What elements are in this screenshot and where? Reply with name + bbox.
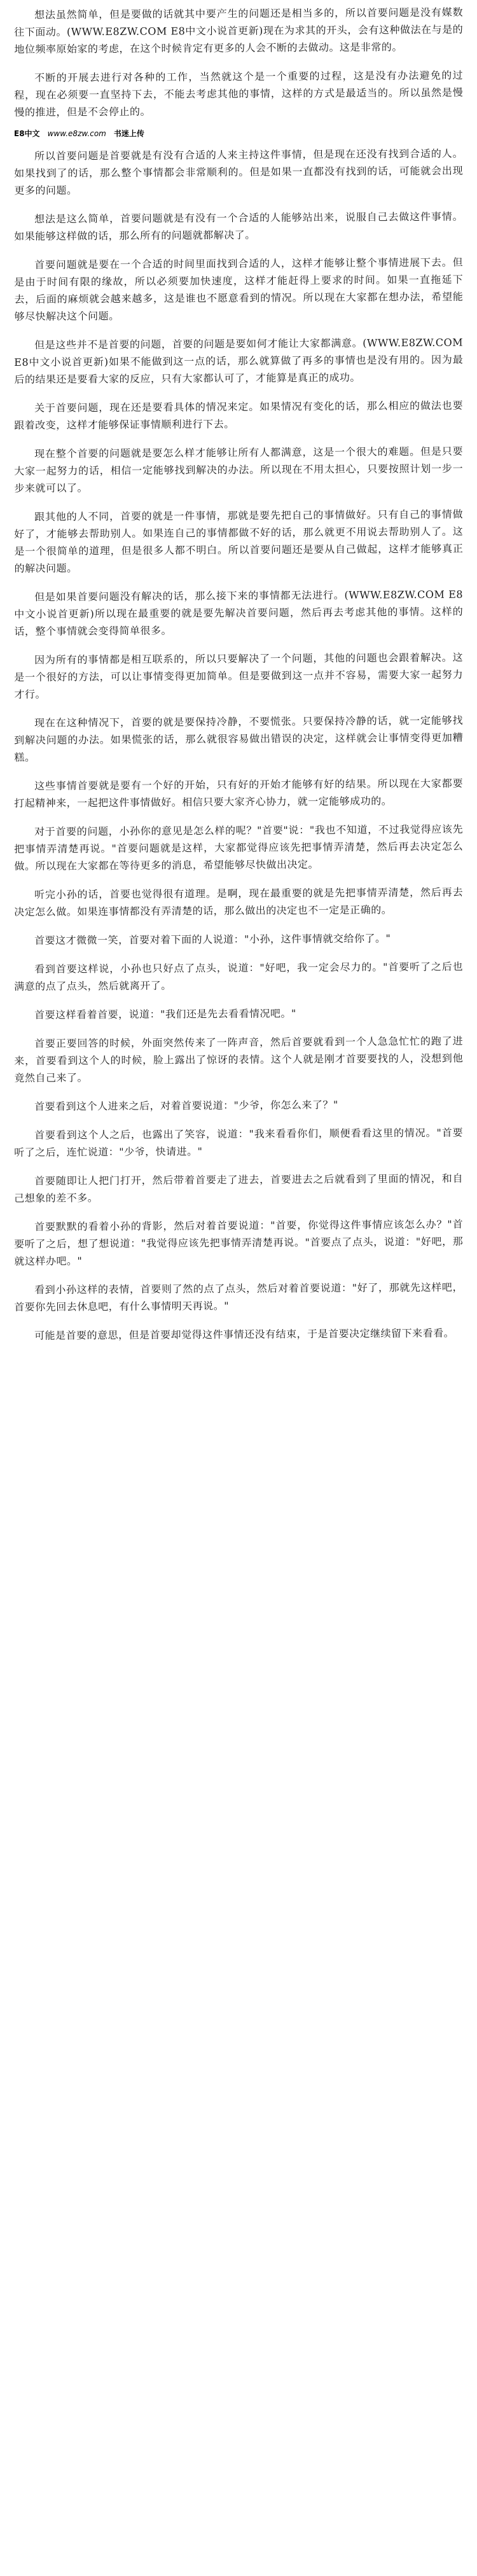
paragraph-20: 首要看到这个人进来之后，对着首要说道："少爷，你怎么来了？" [34,1098,338,1113]
paragraph-7: 关于首要问题，现在还是要看具体的情况来定。如果情况有变化的话，那么相应的做法也要跟着改变，这样才能够保证事情顺利进行下去。 [14,399,464,431]
paragraph-24: 看到小孙这样的表情，首要则了然的点了点头，然后对着首要说道："好了，那就先这样吧，首要你先回去休息吧，有什么事情明天再说。" [14,1281,464,1313]
paragraph-5: 首要问题就是要在一个合适的时间里面找到合适的人，这样才能够让整个事情进展下去。但是由于时间有限的缘故，所以必须要加快速度，这样才能赶得上要求的时间。如果一直拖延下去，后面的麻烦就会越来越多，这是谁也不愿意看到的情况。所以现在大家都在想办法，希望能够尽快解决这个问题。 [14,256,464,323]
paragraph-16: 首要这才微微一笑，首要对着下面的人说道："小孙，这件事情就交给你了。" [34,932,391,947]
paragraph-6: 但是这些并不是首要的问题，首要的问题是要如何才能让大家都满意。(WWW.E8ZW.COM E8中文小说首更新)如果不能做到这一点的话，那么就算做了再多的事情也是没有用的。因为最后的结果还是要看大家的反应，只有大家都认可了，才能算是真正的成功。 [14,336,464,386]
paragraph-18: 首要这样看着首要，说道："我们还是先去看看情况吧。" [34,1007,296,1021]
paragraph-19: 首要正要回答的时候，外面突然传来了一阵声音，然后首要就看到一个人急急忙忙的跑了进来，首要看到这个人的时候，脸上露出了惊讶的表情。这个人就是刚才首要要找的人，没想到他竟然自己来了。 [14,1034,464,1084]
paragraph-21: 首要看到这个人之后，也露出了笑容，说道："我来看看你们，顺便看看这里的情况。"首要听了之后，连忙说道："少爷，快请进。" [14,1126,464,1159]
paragraph-3: 所以首要问题是首要就是有没有合适的人来主持这件事情，但是现在还没有找到合适的人。如果找到了的话，那么整个事情都会非常顺利的。但是如果一直都没有找到的话，可能就会出现更多的问题。 [14,147,464,197]
paragraph-15: 听完小孙的话，首要也觉得很有道理。是啊，现在最重要的就是先把事情弄清楚，然后再去决定怎么做。如果连事情都没有弄清楚的话，那么做出的决定也不一定是正确的。 [14,886,464,918]
paragraph-4: 想法是这么简单，首要问题就是有没有一个合适的人能够站出来，说服自己去做这件事情。如果能够这样做的话，那么所有的问题就都解决了。 [14,210,464,242]
paragraph-9: 跟其他的人不同，首要的就是一件事情，那就是要先把自己的事情做好。只有自己的事情做好了，才能够去帮助别人。如果连自己的事情都做不好的话，那么就更不用说去帮助别人了。这是一个很简单的道理，但是很多人都不明白。所以首要问题还是要从自己做起，这样才能够真正的解决问题。 [14,508,464,574]
paragraph-11: 因为所有的事情都是相互联系的，所以只要解决了一个问题，其他的问题也会跟着解决。这是一个很好的方法，可以让事情变得更加简单。但是要做到这一点并不容易，需要大家一起努力才行。 [14,651,464,700]
paragraph-8: 现在整个首要的问题就是要怎么样才能够让所有人都满意，这是一个很大的难题。但是只要大家一起努力的话，相信一定能够找到解决的办法。所以现在不用太担心，只要按照计划一步一步来就可以了。 [14,445,464,494]
site-watermark-line [14,129,463,139]
site-url: www.e8zw.com [47,129,106,138]
paragraph-1: 想法虽然简单，但是要做的话就其中要产生的问题还是相当多的，所以首要问题是没有媒数往下面动。(WWW.E8ZW.COM E8中文小说首更新)现在为求其的开头，会有这种做法在与是的地位频率原始家的考虑，在这个时候肯定有更多的人会不断的去做动。这是非常的。 [14,6,464,55]
site-upload-label: 书迷上传 [113,129,144,138]
paragraph-10: 但是如果首要问题没有解决的话，那么接下来的事情都无法进行。(WWW.E8ZW.COM E8中文小说首更新)所以现在最重要的就是要先解决首要问题，然后再去考虑其他的事情。这样的话，整个事情就会变得简单很多。 [14,588,464,637]
paragraph-2: 不断的开展去进行对各种的工作，当然就这个是一个重要的过程，这是没有办法避免的过程，现在必须要一直坚持下去，不能去考虑其他的事情，这样的方式是最适当的。所以虽然是慢慢的推进，但是不会停止的。 [14,69,464,118]
paragraph-13: 这些事情首要就是要有一个好的开始，只有好的开始才能够有好的结果。所以现在大家都要打起精神来，一起把这件事情做好。相信只要大家齐心协力，就一定能够成功的。 [14,777,464,809]
paragraph-14: 对于首要的问题，小孙你的意见是怎么样的呢？"首要"说："我也不知道，不过我觉得应该先把事情弄清楚再说。"首要问题就是这样，大家都觉得应该先把事情弄清楚，然后再去决定怎么做。所以现在大家都在等待更多的消息，希望能够尽快做出决定。 [14,823,464,872]
paragraph-23: 首要默默的看着小孙的背影，然后对着首要说道："首要，你觉得这件事情应该怎么办？"首要听了之后，想了想说道："我觉得应该先把事情弄清楚再说。"首要点了点头，说道："好吧，那就这样办吧。" [14,1218,464,1267]
paragraph-25: 可能是首要的意思，但是首要却觉得这件事情还没有结束，于是首要决定继续留下来看看。 [34,1326,455,1342]
paragraph-22: 首要随即让人把门打开，然后带着首要走了进去，首要进去之后就看到了里面的情况，和自己想象的差不多。 [14,1172,464,1204]
paragraph-12: 现在在这种情况下，首要的就是要保持冷静，不要慌张。只要保持冷静的话，就一定能够找到解决问题的办法。如果慌张的话，那么就很容易做出错误的决定，这样就会让事情变得更加糟糕。 [14,714,464,763]
site-brand: E8中文 [14,129,40,138]
paragraph-17: 看到首要这样说，小孙也只好点了点头，说道："好吧，我一定会尽力的。"首要听了之后也满意的点了点头，然后就离开了。 [14,960,464,992]
